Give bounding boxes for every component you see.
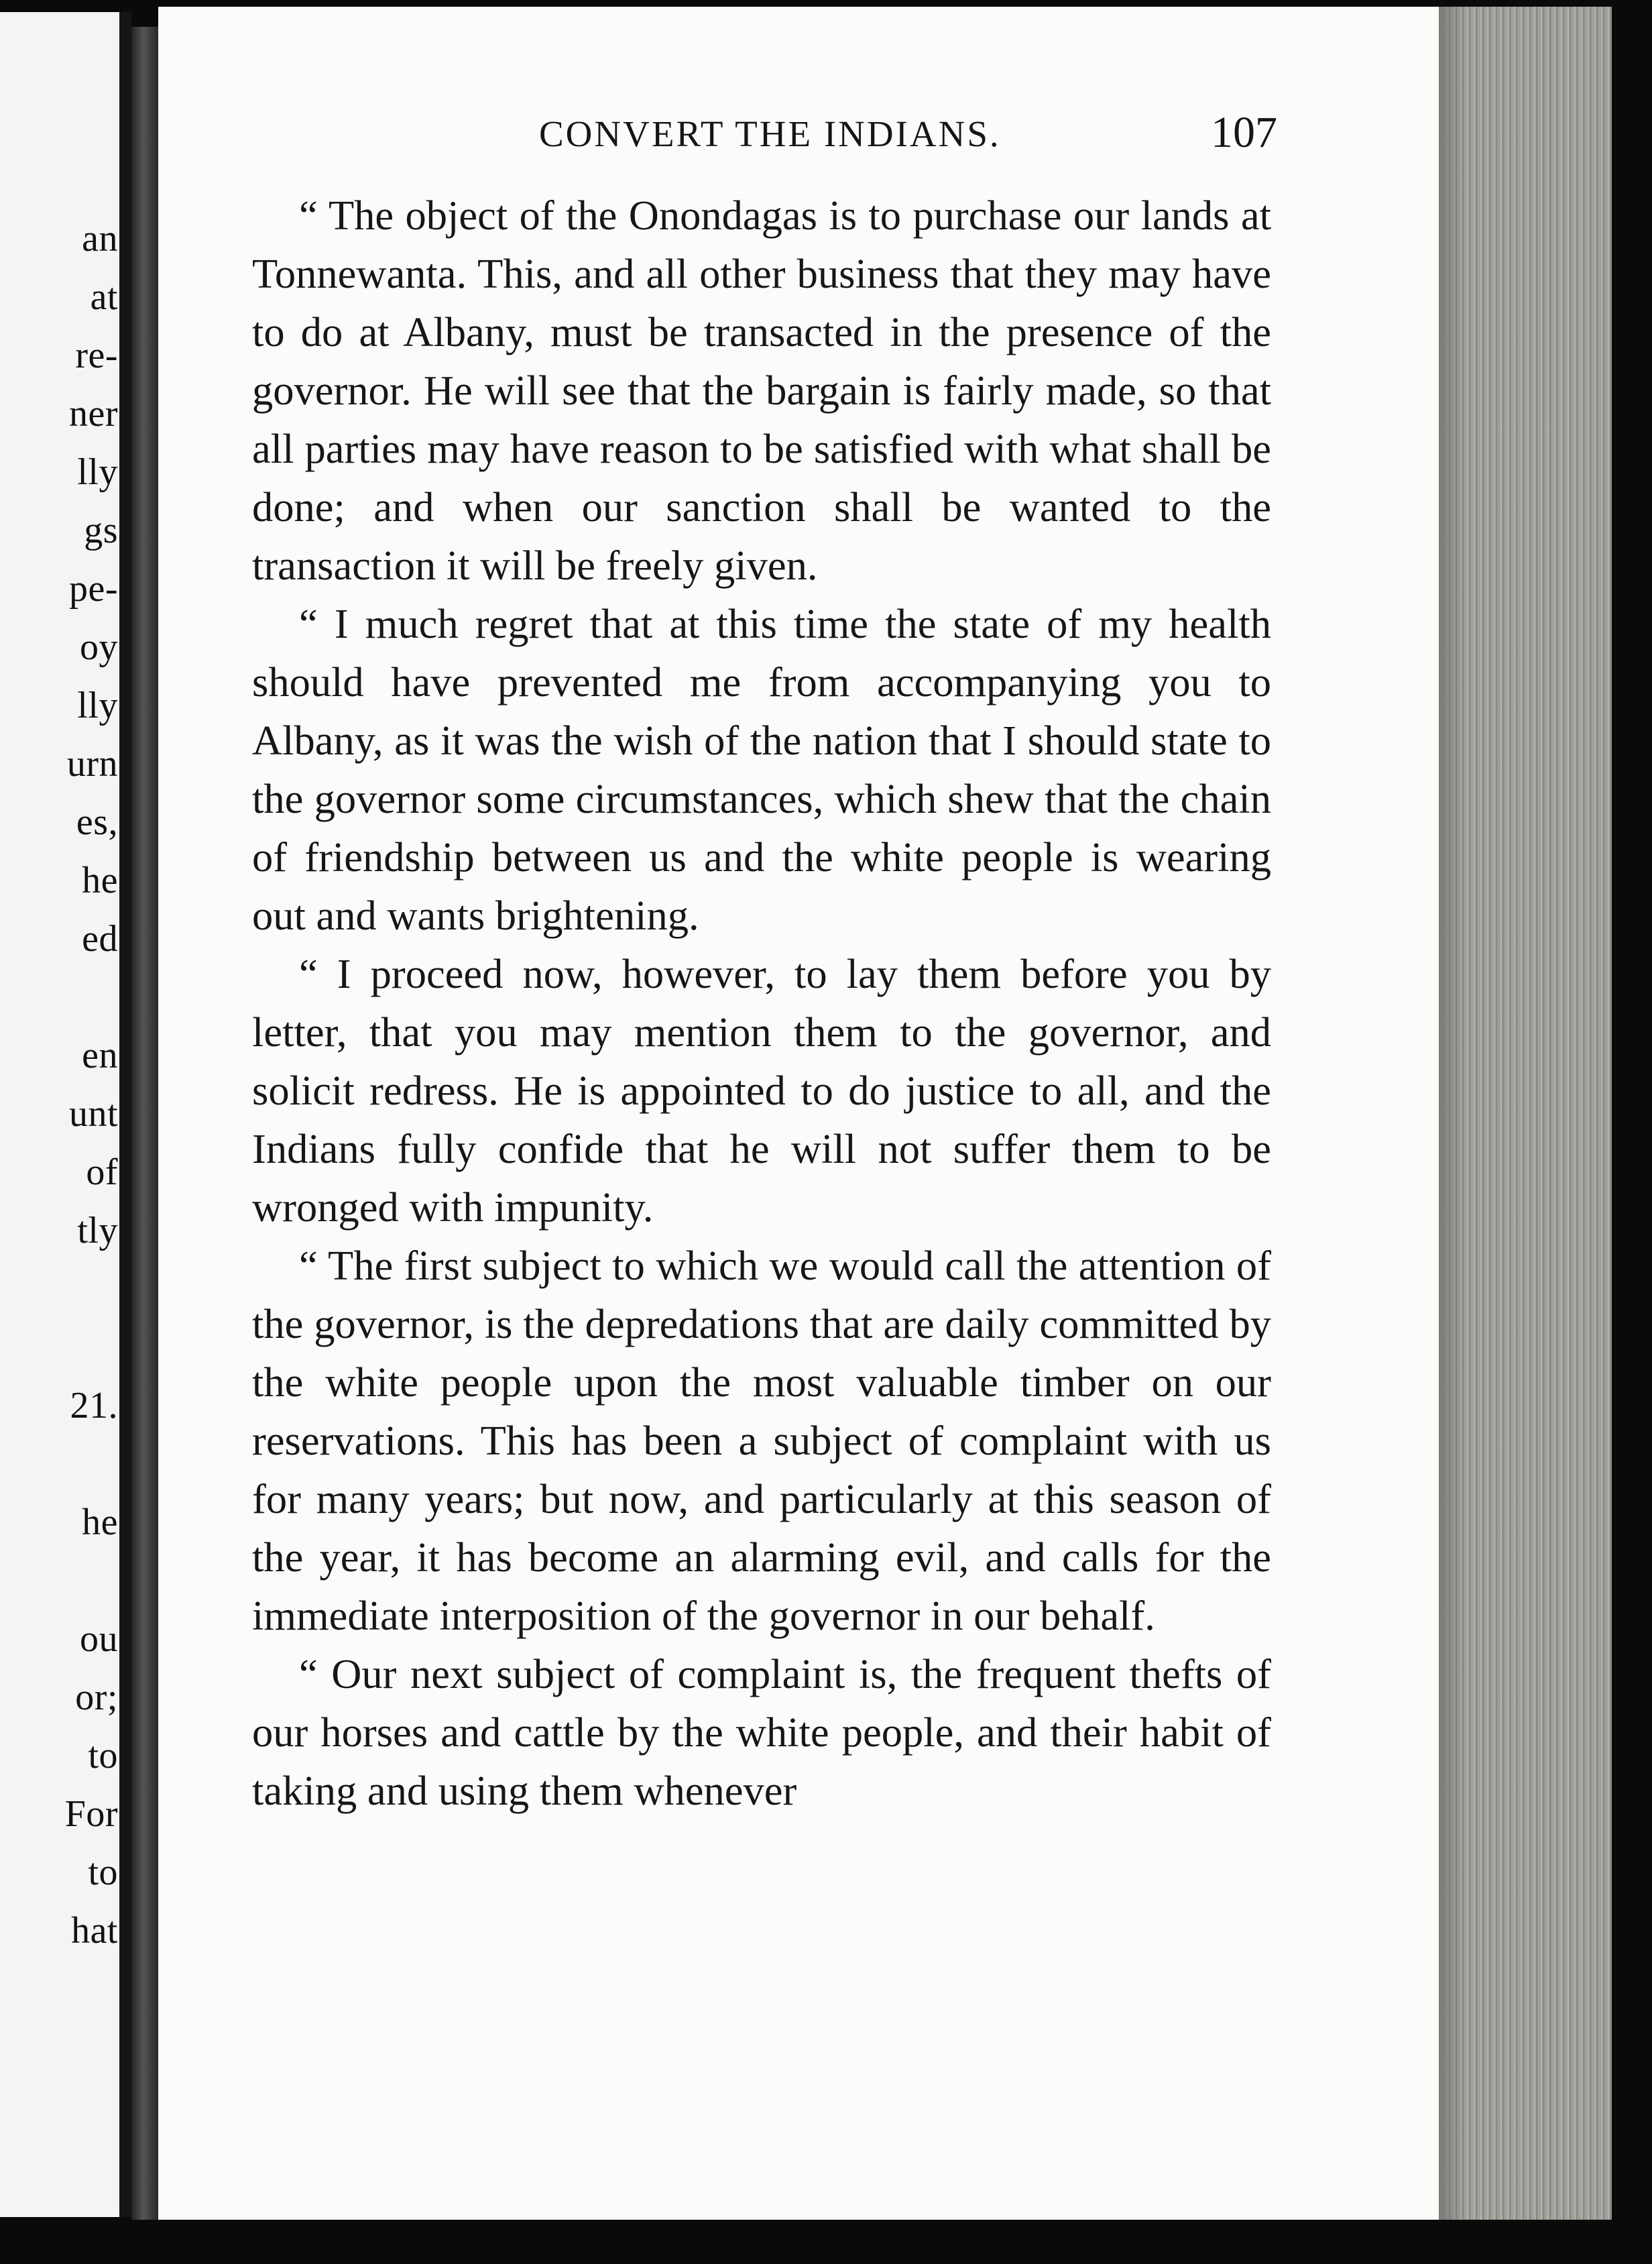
facing-page-fragment: at (90, 276, 118, 318)
page-body (252, 186, 1271, 1820)
facing-page (0, 12, 131, 2217)
running-title: CONVERT THE INDIANS. (539, 113, 1001, 154)
facing-page-fragment: urn (66, 743, 118, 785)
facing-page-fragment: tly (77, 1210, 118, 1251)
facing-page-fragment: en (82, 1035, 118, 1076)
facing-page-fragment: of (86, 1151, 118, 1193)
paragraph: “ I proceed now, however, to lay them before you by letter, that you may mention them to the governor, and solicit redress. He is appointed to do justice to all, and the Indians fully confide that he will not suffer them to be wronged with impunity. (252, 950, 1271, 1231)
facing-page-fragment: he (82, 1502, 118, 1543)
facing-page-fragment: re- (75, 335, 118, 376)
facing-page-fragment: or; (75, 1677, 118, 1718)
facing-page-fragment: unt (68, 1093, 118, 1135)
facing-page-fragment: ou (80, 1618, 118, 1660)
facing-page-fragment: he (82, 860, 118, 901)
book-gutter (131, 27, 158, 2220)
paragraph: “ I much regret that at this time the state of my health should have prevented me from accompanying you to Albany, as it was the wish of the nation that I should state to the governor some circumstances, which shew that the chain of friendship between us and the white people is wearing out and wants brightening. (252, 600, 1271, 939)
facing-page-fragment: 21. (70, 1385, 118, 1426)
paragraph: “ The object of the Onondagas is to purchase our lands at Tonnewanta. This, and all other business that they may have to do at Albany, must be transacted in the presence of the governor. He will see that the bargain is fairly made, so that all parties may have reason to be satisfied with what shall be done; and when our sanction shall be wanted to the transaction it will be freely given. (252, 192, 1271, 589)
facing-page-fragment: to (88, 1852, 118, 1893)
page-edge-shadow (1439, 7, 1466, 2220)
paragraph: “ The first subject to which we would call the attention of the governor, is the depredations that are daily committed by the white people upon the most valuable timber on our reservations. This has been a subject of complaint with us for many years; but now, and particularly at this season of the year, it has become an alarming evil, and calls for the immediate interposition of the governor in our behalf. (252, 1242, 1271, 1639)
facing-page-fragment: to (88, 1735, 118, 1776)
facing-page-fragment: es, (76, 801, 118, 843)
facing-page-fragment: pe- (68, 568, 118, 610)
facing-page-fragment: hat (71, 1910, 118, 1951)
paragraph: “ Our next subject of complaint is, the frequent thefts of our horses and cattle by the white people, and their habit of taking and using them whenever (252, 1650, 1271, 1814)
page-number: 107 (1211, 108, 1277, 157)
facing-page-fragment: For (64, 1793, 118, 1835)
facing-page-fragment: lly (77, 685, 118, 726)
facing-page-fragment: gs (84, 510, 118, 551)
facing-page-fragment: ner (68, 393, 118, 435)
facing-page-fragment: lly (77, 451, 118, 493)
facing-page-fragment: an (82, 218, 118, 260)
facing-page-fragment: oy (80, 626, 118, 668)
facing-page-fragment: ed (82, 918, 118, 960)
